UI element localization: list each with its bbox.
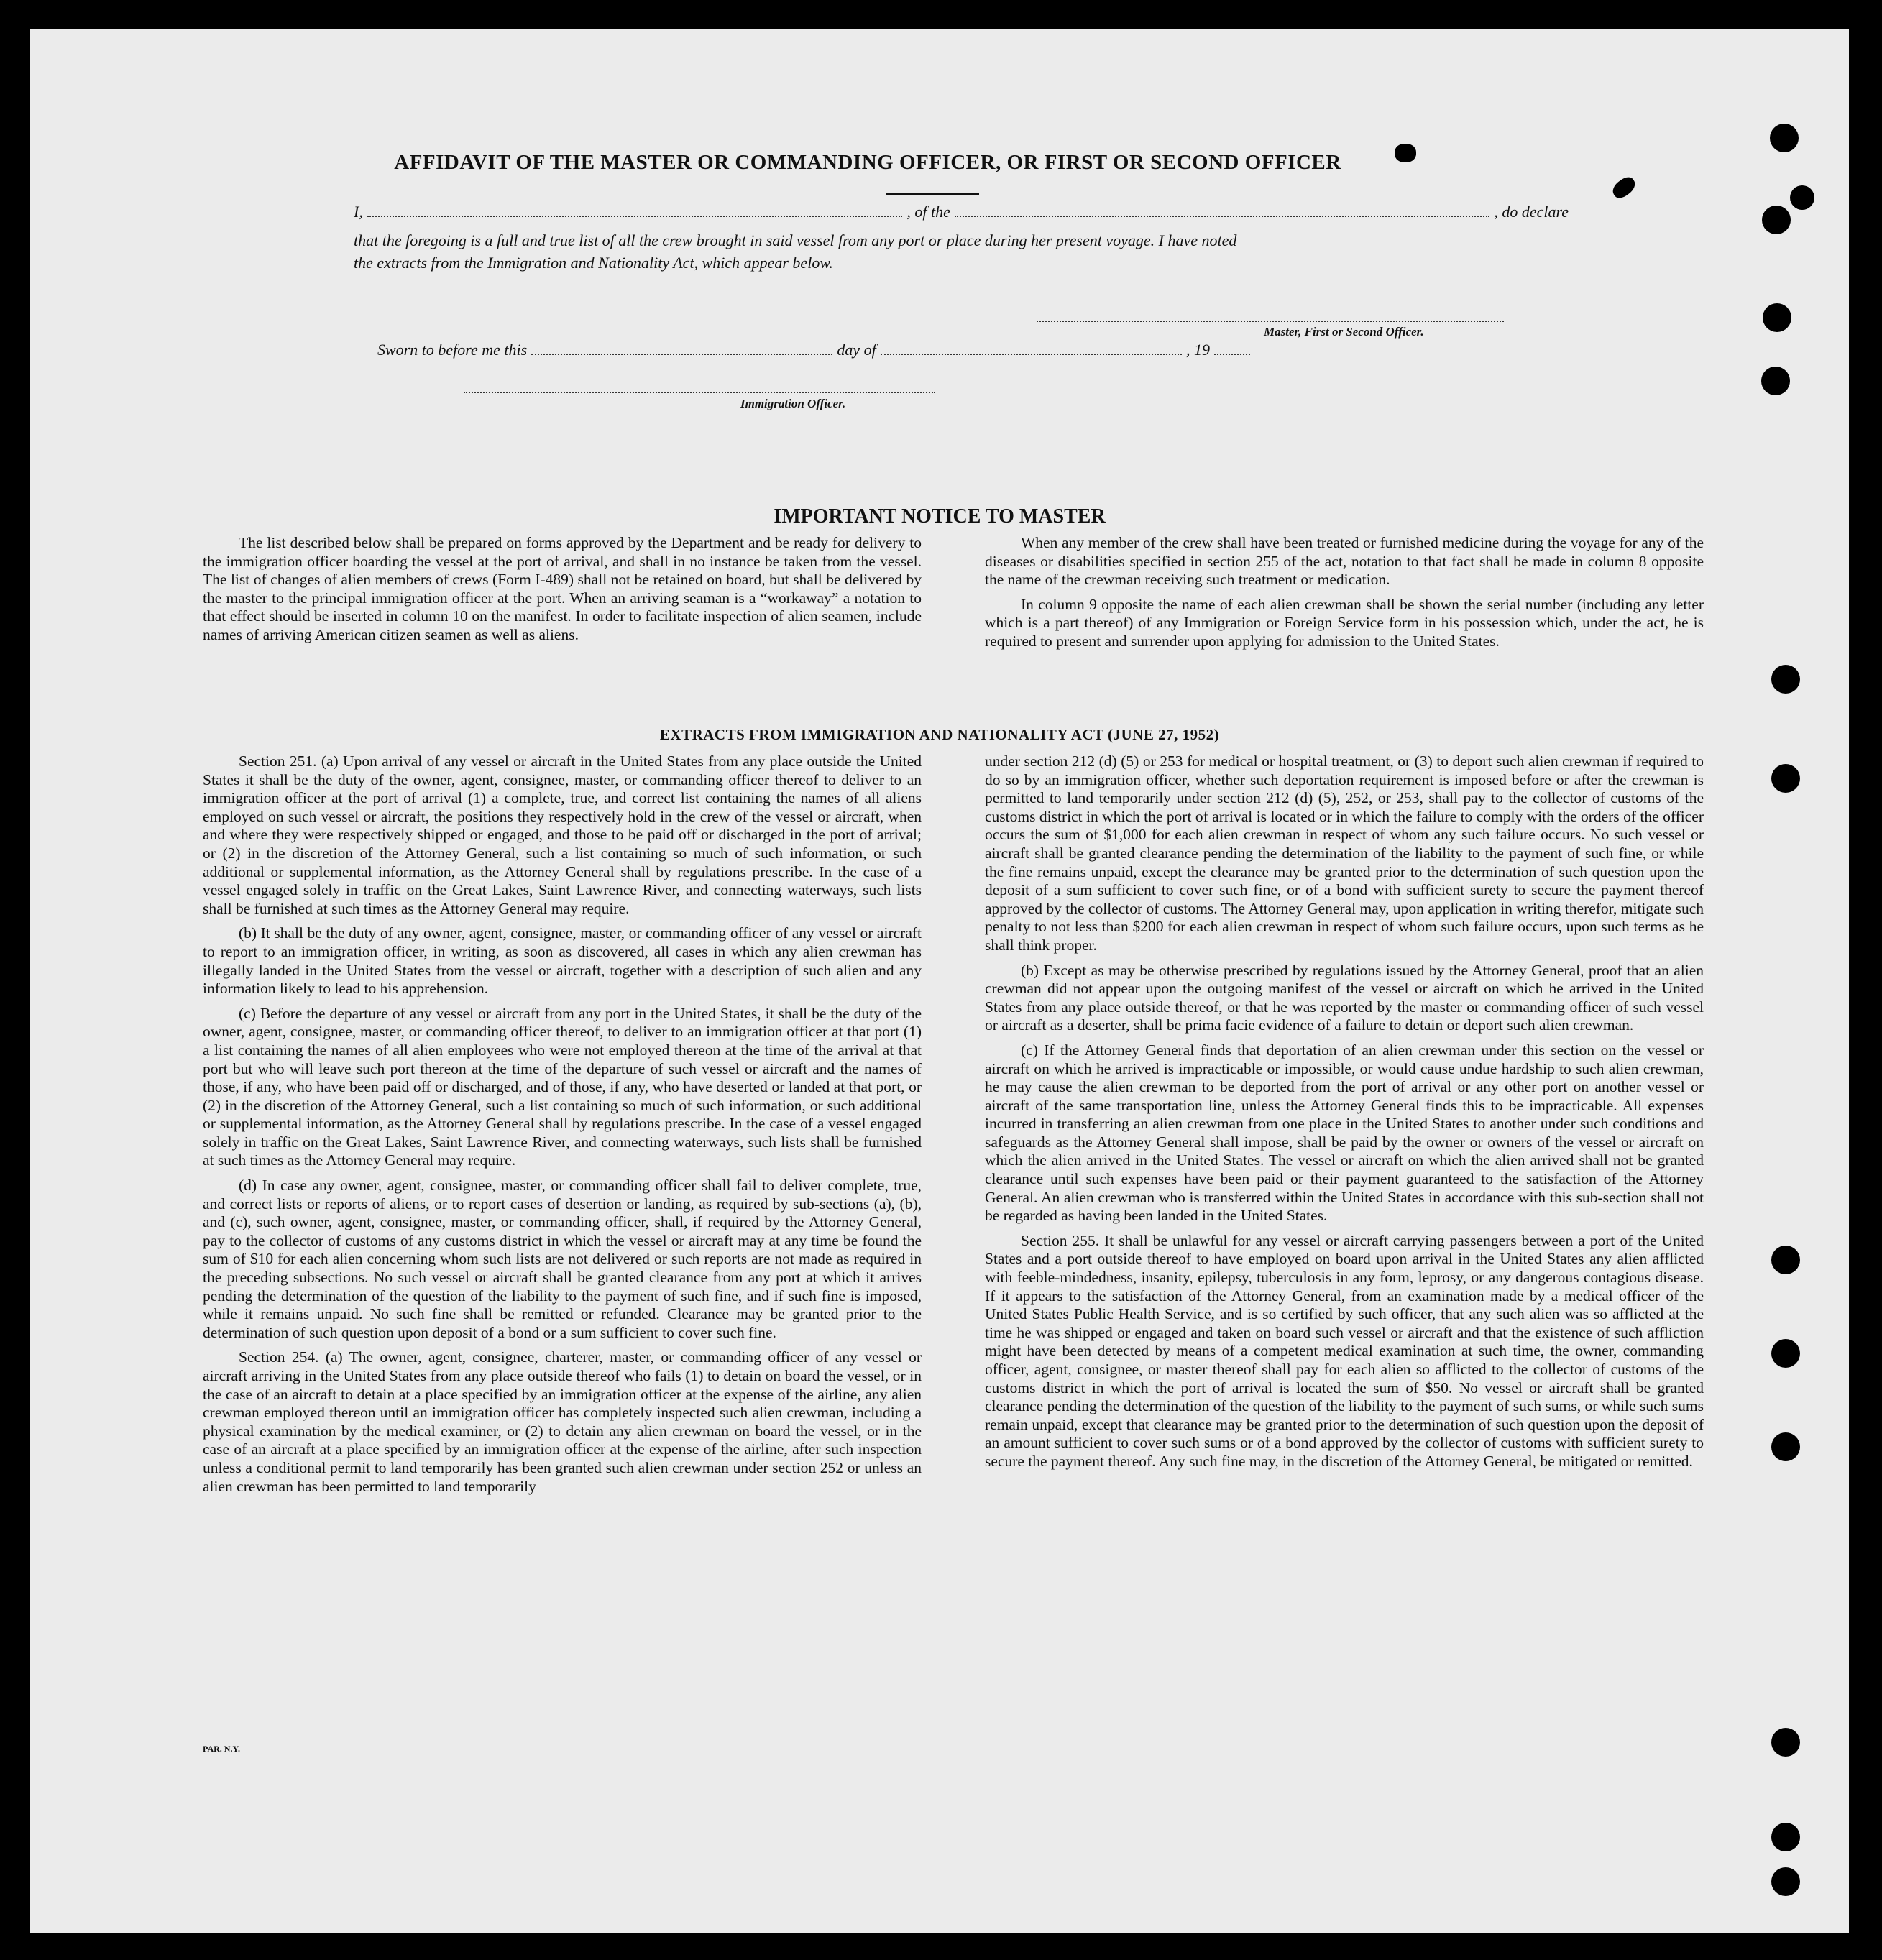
section-251-d: (d) In case any owner, agent, consignee, master, or commanding officer shall fail to deliver complete, true, and correct lists or reports of aliens, or to report cases of desertion or landing, as required by sub-sections (a), (b), and (c), such owner, agent, consignee, master, or commanding officer, shall, if required by the Attorney General, pay to the collector of customs of any customs district in which the vessel or aircraft may at any time be found the sum of $10 for each alien concerning whom such lists are not delivered or such reports are not made as required in the preceding subsections. No such vessel or aircraft shall be granted clearance from any port at which it arrives pending the determination of the question of the liability to the payment of such fine, and if such fine is imposed, while it remains unpaid. No such fine shall be remitted or refunded. Clearance may be granted prior to the determination of such question upon deposit of a bond or a sum sufficient to cover such fine. — [203, 1177, 922, 1341]
document-page — [30, 29, 1849, 1933]
sworn-year-blank[interactable] — [1214, 353, 1250, 355]
sworn-prefix: Sworn to before me this — [377, 341, 528, 359]
declaration-line-1 — [354, 203, 1569, 221]
punch-hole — [1771, 665, 1800, 694]
section-254-b: (b) Except as may be otherwise prescribed by regulations issued by the Attorney General, proof that an alien crewman did not appear upon the outgoing manifest of the vessel or aircraft on which he arrived in the United States from any place outside thereof, or that he was reported by the master or commanding officer of such vessel or aircraft as a deserter, shall be prima facie evidence of a failure to detain or deport such alien crewman. — [985, 961, 1704, 1034]
title-rule — [886, 193, 979, 195]
sworn-day-blank[interactable] — [531, 353, 832, 355]
affidavit-title: AFFIDAVIT OF THE MASTER OR COMMANDING OFFICER, OR FIRST OR SECOND OFFICER — [394, 151, 1341, 174]
ink-blot — [1395, 144, 1416, 162]
punch-hole — [1790, 185, 1814, 210]
extracts-right-column — [985, 753, 1704, 1478]
sworn-month-blank[interactable] — [881, 353, 1182, 355]
master-signature-label: Master, First or Second Officer. — [1264, 325, 1424, 339]
sworn-year-prefix: , 19 — [1186, 341, 1211, 359]
notice-right-paragraph-1: When any member of the crew shall have been treated or furnished medicine during the voyage for any of the diseases or disabilities specified in section 255 of the act, notation to that fact shall be made in column 8 opposite the name of the crewman receiving such treatment or medication. — [985, 534, 1704, 589]
declarant-name-blank[interactable] — [367, 215, 903, 217]
declare-suffix: , do declare — [1494, 203, 1569, 221]
printer-mark: PAR. N.Y. — [203, 1744, 241, 1754]
section-251-c: (c) Before the departure of any vessel or aircraft from any port in the United States, it shall be the duty of the owner, agent, consignee, master, or commanding officer thereof, to deliver to an immigration officer at that port (1) a list containing the names of all alien employees who were not employed thereon at the time of the arrival at that port but who will leave such port thereon at the time of the departure of such vessel or aircraft and the names of those, if any, who have been paid off or discharged, and of those, if any, who have deserted or landed at that port, or (2) in the discretion of the Attorney General, such a list containing so much of such information, or such additional or supplemental information, as the Attorney General shall by regulations prescribe. In the case of a vessel engaged solely in traffic on the Great Lakes, Saint Lawrence River, and connecting waterways, such lists shall be furnished at such times as the Attorney General may require. — [203, 1004, 922, 1169]
section-251-b: (b) It shall be the duty of any owner, agent, consignee, master, or commanding officer of any vessel or aircraft to report to an immigration officer, in writing, as soon as discovered, all cases in which any alien crewman has illegally landed in the United States from the vessel or aircraft, together with a description of such alien and any information likely to lead to his apprehension. — [203, 924, 922, 998]
punch-hole — [1771, 1728, 1800, 1757]
punch-hole — [1771, 1867, 1800, 1896]
section-254-a: Section 254. (a) The owner, agent, consignee, charterer, master, or commanding officer of any vessel or aircraft arriving in the United States from any place outside thereof who fails (1) to detain on board the vessel, or in the case of an aircraft to detain at a place specified by an immigration officer at the expense of the airline, any alien crewman employed thereon until an immigration officer has completely inspected such alien crewman, including a physical examination by the medical examiner, or (2) to detain any alien crewman on board the vessel, or in the case of an aircraft at a place specified by an immigration officer at the expense of the airline, after such inspection unless a conditional permit to land temporarily has been granted such alien crewman under section 252 or unless an alien crewman has been permitted to land temporarily — [203, 1348, 922, 1495]
notice-title: IMPORTANT NOTICE TO MASTER — [774, 505, 1106, 528]
punch-hole — [1771, 1432, 1800, 1461]
vessel-prefix: , of the — [906, 203, 950, 221]
officer-signature-label: Immigration Officer. — [740, 397, 846, 410]
punch-hole — [1771, 1823, 1800, 1851]
extracts-left-column — [203, 753, 922, 1502]
extracts-title: EXTRACTS FROM IMMIGRATION AND NATIONALITY ACT (JUNE 27, 1952) — [659, 726, 1220, 743]
punch-hole — [1771, 1339, 1800, 1368]
notice-left-paragraph: The list described below shall be prepared on forms approved by the Department and be ready for delivery to the immigration officer boarding the vessel at the port of arrival, and shall in no instance be taken from the vessel. The list of changes of alien members of crews (Form I-489) shall not be retained on board, but shall be delivered by the master to the principal immigration officer at the port. When an arriving seaman is a “workaway” a notation to that effect should be inserted in column 10 on the manifest. In order to facilitate inspection of alien seamen, include names of arriving American citizen seamen as well as aliens. — [203, 534, 922, 643]
section-254-a-continued: under section 212 (d) (5) or 253 for medical or hospital treatment, or (3) to deport such alien crewman if required to do so by an immigration officer, whether such deportation requirement is imposed before or after the crewman is permitted to land temporarily under section 212 (d) (5), 252, or 253, shall pay to the collector of customs of the customs district in which the port of arrival is located or in which the failure to comply with the orders of the officer occurs the sum of $1,000 for each alien crewman in respect of whom any such failure occurs. No such vessel or aircraft shall be granted clearance pending the determination of the liability to the payment of such fine, or while the fine remains unpaid, except the clearance may be granted prior to the determination of such question upon the deposit of a sum sufficient to cover such fine, or of a bond with sufficient surety to secure the payment thereof approved by the collector of customs. The Attorney General may, upon application in writing therefor, mitigate such penalty to not less than $200 for each alien crewman in respect of whom such failure occurs, upon such terms as he shall think proper. — [985, 753, 1704, 954]
punch-hole — [1771, 1246, 1800, 1274]
section-255: Section 255. It shall be unlawful for any vessel or aircraft carrying passengers between a port of the United States and a port outside thereof to have employed on board upon arrival in the United States any alien afflicted with feeble-mindedness, insanity, epilepsy, tuberculosis in any form, leprosy, or any dangerous contagious disease. If it appears to the satisfaction of the Attorney General, from an examination made by a medical officer of the United States Public Health Service, and is so certified by such officer, that any such alien was so afflicted at the time he was shipped or engaged and taken on board such vessel or aircraft and that the existence of such affliction might have been detected by means of a competent medical examination at such time, the owner, commanding officer, agent, consignee, or master thereof shall pay for each alien so afflicted to the collector of customs of the customs district in which the port of arrival is located the sum of $50. No vessel or aircraft shall be granted clearance pending the determination of the question of the liability to the payment of such sums, or while such sums remain unpaid, except that clearance may be granted prior to the determination of such question upon the deposit of an amount sufficient to cover such sums or of a bond approved by the collector of customs with sufficient surety to secure the payment thereof. Any such fine may, in the discretion of the Attorney General, be mitigated or remitted. — [985, 1231, 1704, 1470]
ink-blot — [1610, 174, 1638, 201]
section-254-c: (c) If the Attorney General finds that deportation of an alien crewman under this section on the vessel or aircraft on which he arrived is impracticable or impossible, or would cause undue hardship to such alien crewman, he may cause the alien crewman to be deported from the port of arrival or any other port on another vessel or aircraft of the same transportation line, unless the Attorney General finds this to be impracticable. All expenses incurred in transferring an alien crewman from one place in the United States to another under such conditions and safeguards as the Attorney General shall impose, shall be paid by the owner or owners of the vessel or aircraft on which the alien arrived in the United States. The vessel or aircraft on which the alien arrived shall not be granted clearance until such expenses have been paid or their payment guaranteed to the satisfaction of the Attorney General. An alien crewman who is transferred within the United States in accordance with this sub-section shall not be regarded as having been landed in the United States. — [985, 1041, 1704, 1225]
officer-signature-line[interactable] — [464, 392, 935, 393]
punch-hole — [1762, 206, 1791, 234]
punch-hole — [1771, 764, 1800, 793]
sworn-line — [377, 341, 1254, 359]
punch-hole — [1763, 303, 1791, 332]
declaration-line-2: that the foregoing is a full and true list of all the crew brought in said vessel from any port or place during her present voyage. I have noted — [354, 231, 1237, 249]
notice-left-column — [203, 534, 922, 651]
notice-right-column — [985, 534, 1704, 658]
sworn-day-of: day of — [837, 341, 876, 359]
punch-hole — [1770, 124, 1799, 152]
declarant-prefix: I, — [354, 203, 363, 221]
notice-right-paragraph-2: In column 9 opposite the name of each alien crewman shall be shown the serial number (including any letter which is a part thereof) of any Immigration or Foreign Service form in his possession which, under the act, he is required to present and surrender upon applying for admission to the United States. — [985, 595, 1704, 650]
declaration-line-3: the extracts from the Immigration and Nationality Act, which appear below. — [354, 254, 833, 272]
section-251-a: Section 251. (a) Upon arrival of any vessel or aircraft in the United States from any place outside the United States it shall be the duty of the owner, agent, consignee, master, or commanding officer thereof to deliver to an immigration officer at the port of arrival (1) a complete, true, and correct list containing the names of all aliens employed on such vessel or aircraft, the positions they respectively hold in the crew of the vessel or aircraft, when and where they were respectively shipped or engaged, and those to be paid off or discharged in the port of arrival; or (2) in the discretion of the Attorney General, such a list containing so much of such information, or such additional or supplemental information, as the Attorney General shall by regulations prescribe. In the case of a vessel engaged solely in traffic on the Great Lakes, Saint Lawrence River, and connecting waterways, such lists shall be furnished at such times as the Attorney General may require. — [203, 753, 922, 917]
punch-hole — [1761, 367, 1790, 395]
master-signature-line[interactable] — [1037, 321, 1504, 322]
vessel-name-blank[interactable] — [955, 215, 1490, 217]
